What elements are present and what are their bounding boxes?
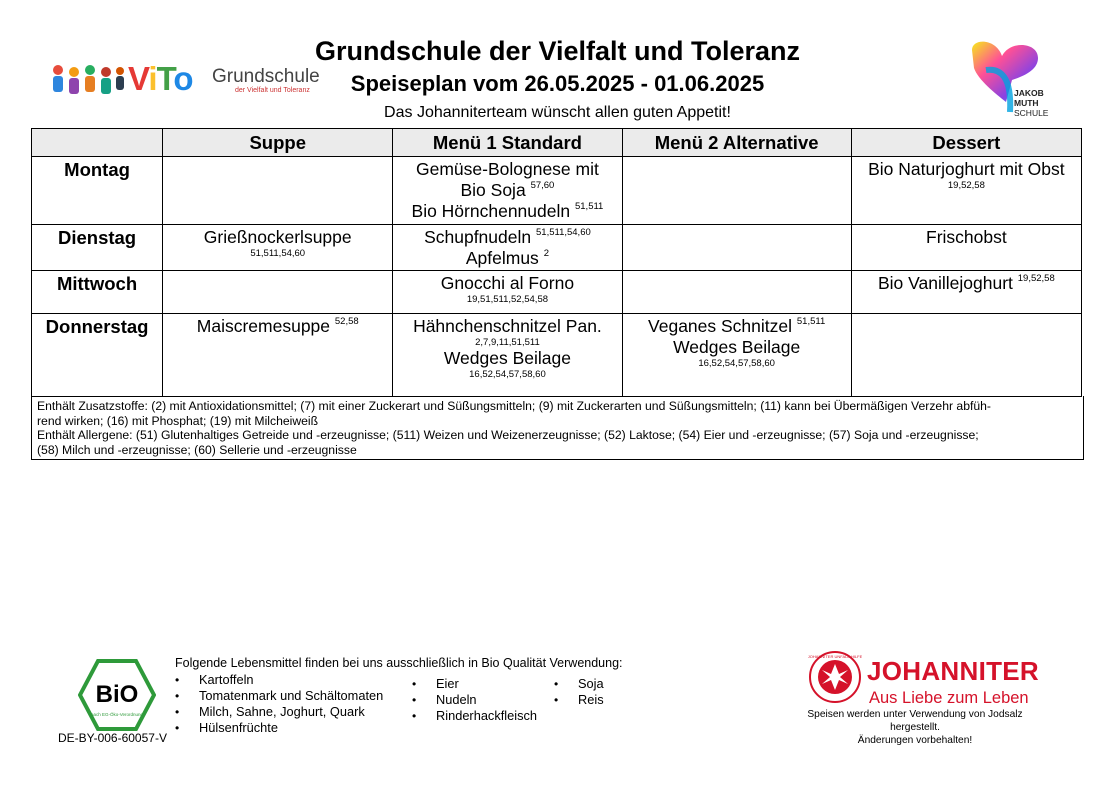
dish-line: Bio Vanillejoghurt $^{19,52,58}$ <box>877 273 1055 293</box>
list-item: • Reis <box>554 692 604 708</box>
table-row <box>32 314 1082 397</box>
allergen-codes: 19,52,58 <box>1017 273 1055 284</box>
allergen-codes: 52,58 <box>334 316 359 327</box>
allergen-codes: 19,51,511,52,54,58 <box>466 294 549 305</box>
vito-logo <box>50 60 320 100</box>
allergen-codes: 51,511,54,60 <box>250 248 306 259</box>
dish-line: Bio Naturjoghurt mit Obst <box>868 159 1065 179</box>
list-item: • Soja <box>554 676 604 692</box>
menu2-cell <box>622 157 851 225</box>
table-row <box>32 225 1082 271</box>
table-row <box>32 271 1082 314</box>
dish-line: Hähnchenschnitzel Pan. <box>413 316 602 336</box>
menu-table <box>31 128 1082 397</box>
additives-allergens-notes <box>31 396 1084 460</box>
notes-line: Enthält Allergene: (51) Glutenhaltiges Getreide und -erzeugnisse; (511) Weizen und Weizenerzeugnisse; (52) Laktose; (54) Eier und -erzeugnisse; (57) Soja und -erzeugnisse; <box>37 428 979 442</box>
dessert-cell <box>851 271 1081 314</box>
bio-control-code: DE-BY-006-60057-V <box>58 731 167 745</box>
dessert-cell <box>851 157 1081 225</box>
dessert-cell <box>851 314 1081 397</box>
vito-school-label: Grundschule <box>212 66 320 87</box>
schule-label: SCHULE <box>1014 108 1049 118</box>
day-cell: Dienstag <box>32 225 163 271</box>
menu1-cell <box>393 225 622 271</box>
menu1-cell <box>393 314 622 397</box>
bio-hexagon-icon <box>78 658 156 732</box>
note-line: hergestellt. <box>890 722 940 733</box>
allergen-codes: 19,52,58 <box>947 180 985 191</box>
header-dessert: Dessert <box>851 129 1081 157</box>
notes-line: Enthält Zusatzstoffe: (2) mit Antioxidationsmittel; (7) mit einer Zuckerart und Süßungsmitteln; (9) mit Zuckerarten und Süßungsmitteln; (11) kann bei Übermäßigen Verzehr abfüh- <box>37 399 991 413</box>
menu2-cell <box>622 271 851 314</box>
list-item: • Eier <box>412 676 537 692</box>
bio-seal <box>78 658 156 732</box>
header-suppe: Suppe <box>163 129 393 157</box>
dish-line: Wedges Beilage <box>673 337 801 357</box>
vito-small-label: der Vielfalt und Toleranz <box>235 87 310 94</box>
suppe-cell <box>163 225 393 271</box>
allergen-codes: 57,60 <box>530 180 555 191</box>
dish-line: Schupfnudeln $^{51,511,54,60}$ <box>424 227 591 247</box>
page-title: Grundschule der Vielfalt und Toleranz <box>314 36 801 66</box>
suppe-cell <box>163 314 393 397</box>
bio-small-text: nach EG-Öko-Verordnung <box>90 712 144 717</box>
allergen-codes: 2,7,9,11,51,511 <box>475 337 540 348</box>
johanniter-name: JOHANNITER <box>867 656 1040 686</box>
list-item: • Rinderhackfleisch <box>412 708 537 724</box>
header-menu2: Menü 2 Alternative <box>622 129 851 157</box>
header-menu1: Menü 1 Standard <box>393 129 622 157</box>
dish-line: Apfelmus $^2$ <box>465 248 549 268</box>
iodine-salt-note <box>790 708 1040 747</box>
table-header-row <box>32 129 1082 157</box>
table-row <box>32 157 1082 225</box>
dish-line: Bio Soja $^{57,60}$ <box>460 180 555 200</box>
allergen-codes: 51,511,54,60 <box>536 227 591 238</box>
header-day <box>32 129 163 157</box>
dish-line: Maiscremesuppe $^{52,58}$ <box>196 316 359 336</box>
dish-line: Wedges Beilage <box>443 348 571 368</box>
note-line: Änderungen vorbehalten! <box>857 735 973 746</box>
bio-text: BiO <box>95 681 139 708</box>
allergen-codes: 16,52,54,57,58,60 <box>469 369 546 380</box>
day-cell: Donnerstag <box>32 314 163 397</box>
dish-line: Gnocchi al Forno <box>440 273 575 293</box>
list-item: • Nudeln <box>412 692 537 708</box>
johanniter-ring-text: JOHANNITER UNFALL-HILFE <box>808 654 862 659</box>
day-cell: Montag <box>32 157 163 225</box>
suppe-cell <box>163 271 393 314</box>
list-item: • Milch, Sahne, Joghurt, Quark <box>175 704 383 720</box>
allergen-codes: 16,52,54,57,58,60 <box>698 358 775 369</box>
allergen-codes: 2 <box>543 248 549 259</box>
vito-wordmark: ViTo <box>128 60 193 97</box>
bio-list-2 <box>412 676 537 724</box>
dish-line: Grießnockerlsuppe <box>203 227 352 247</box>
menu1-cell <box>393 157 622 225</box>
notes-line: rend wirken; (16) mit Phosphat; (19) mit Milcheiweiß <box>37 413 319 428</box>
dessert-cell <box>851 225 1081 271</box>
dish-line: Bio Hörnchennudeln $^{51,511}$ <box>411 201 604 221</box>
list-item: • Tomatenmark und Schältomaten <box>175 688 383 704</box>
dish-line: Frischobst <box>926 227 1007 247</box>
menu2-cell <box>622 225 851 271</box>
bio-list-3 <box>554 676 604 708</box>
allergen-codes: 51,511 <box>796 316 826 327</box>
jakob-label: JAKOB <box>1014 88 1044 98</box>
menu-date-range: Speiseplan vom 26.05.2025 - 01.06.2025 <box>350 71 765 96</box>
johanniter-cross-icon <box>808 650 862 704</box>
children-figures-icon <box>50 64 126 98</box>
dish-line: Gemüse-Bolognese mit <box>415 159 599 179</box>
bio-intro: Folgende Lebensmittel finden bei uns ausschließlich in Bio Qualität Verwendung: <box>175 656 623 670</box>
note-line: Speisen werden unter Verwendung von Jodsalz <box>807 709 1023 720</box>
notes-line: (58) Milch und -erzeugnisse; (60) Sellerie und -erzeugnisse <box>37 442 357 457</box>
allergen-codes: 51,511 <box>574 201 604 212</box>
johanniter-slogan: Aus Liebe zum Leben <box>869 689 1029 707</box>
day-cell: Mittwoch <box>32 271 163 314</box>
menu2-cell <box>622 314 851 397</box>
tagline: Das Johanniterteam wünscht allen guten Appetit! <box>384 104 731 121</box>
bio-list-1 <box>175 672 383 736</box>
menu1-cell <box>393 271 622 314</box>
jakob-muth-logo <box>966 40 1056 122</box>
muth-label: MUTH <box>1014 98 1039 108</box>
dish-line: Veganes Schnitzel $^{51,511}$ <box>648 316 826 336</box>
list-item: • Hülsenfrüchte <box>175 720 383 736</box>
list-item: • Kartoffeln <box>175 672 383 688</box>
suppe-cell <box>163 157 393 225</box>
